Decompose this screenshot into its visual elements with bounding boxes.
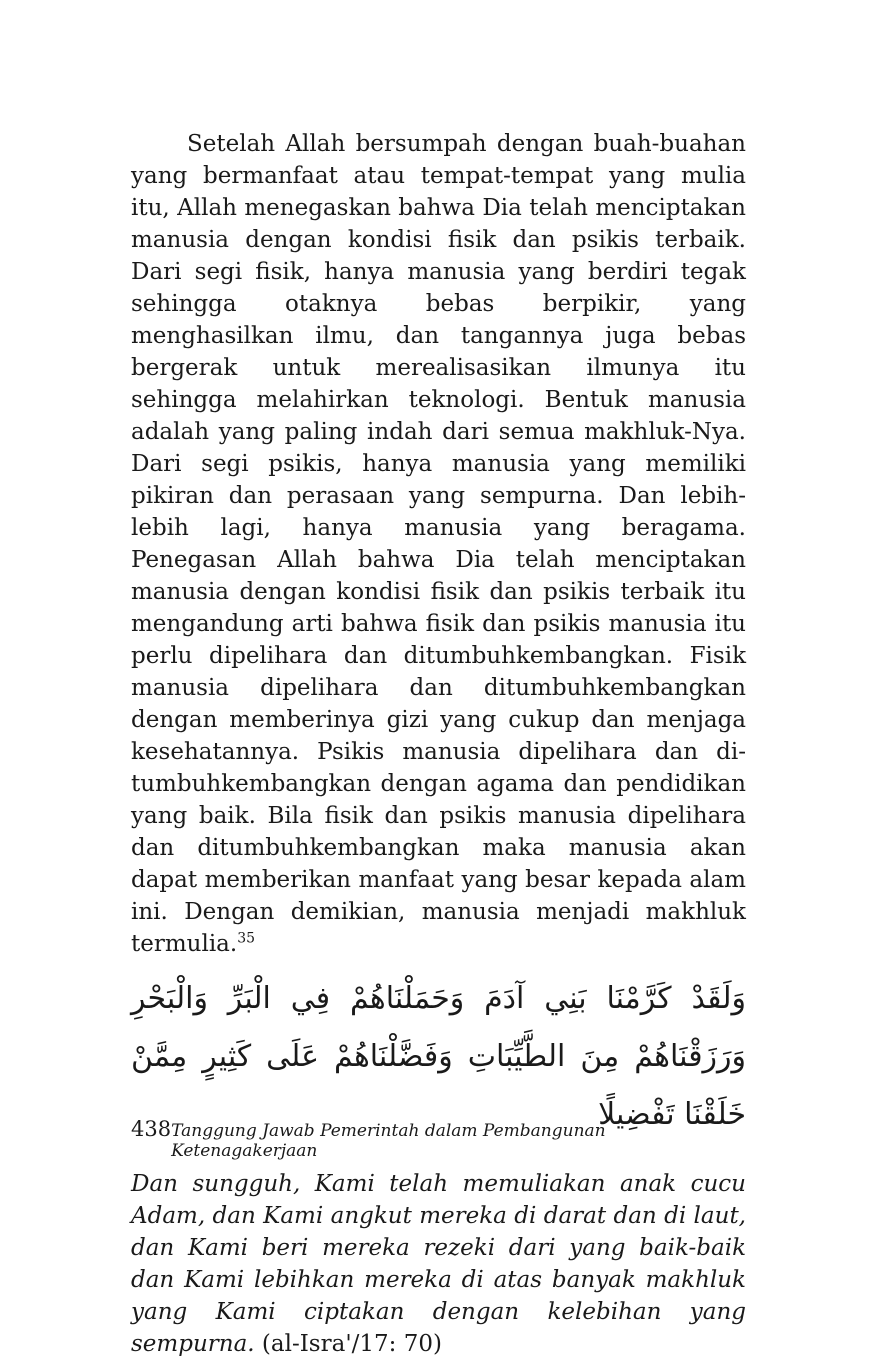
verse-reference: (al-Isra'/17: 70) — [261, 1331, 442, 1357]
footnote-reference[interactable]: 35 — [237, 930, 256, 947]
translation-text: Dan sungguh, Kami telah memuliakan anak cucu Adam, dan Kami angkut mereka di darat dan di laut, dan Kami beri mereka rezeki dari yang baik-baik dan Kami lebihkan mereka di atas banyak makhluk yang Kami ciptakan dengan kelebihan yang sempurna. — [131, 1171, 746, 1357]
paragraph-text: Setelah Allah bersumpah dengan buah-buahan yang bermanfaat atau tempat-tempat yang mulia itu, Allah menegaskan bahwa Dia telah menciptakan manusia dengan kondisi fisik dan psikis terbaik. Dari segi fisik, hanya manusia yang berdiri tegak sehingga otaknya bebas berpikir, yang menghasilkan ilmu, dan tangannya juga bebas bergerak untuk merealisasikan ilmunya itu sehingga melahirkan teknologi. Bentuk manusia adalah yang paling indah dari semua makhluk-Nya. Dari segi psikis, hanya manusia yang memiliki pikiran dan perasaan yang sempurna. Dan lebih-lebih lagi, hanya manusia yang beragama. Penegasan Allah bahwa Dia telah menciptakan manusia dengan kondisi fisik dan psikis terbaik itu mengandung arti bahwa fisik dan psikis manusia itu perlu dipelihara dan ditumbuhkembangkan. Fisik manusia dipelihara dan ditumbuhkembangkan dengan memberinya gizi yang cukup dan menjaga kesehatannya. Psikis manusia dipelihara dan ditumbuhkembangkan dengan agama dan pendidikan yang baik. Bila fisik dan psikis manusia dipelihara dan ditumbuhkembangkan maka manusia akan dapat memberikan manfaat yang besar kepada alam ini. Dengan demikian, manusia menjadi makhluk termulia. — [131, 131, 746, 957]
running-title: Tanggung Jawab Pemerintah dalam Pembangunan Ketenagakerjaan — [171, 1121, 606, 1161]
page-number: 438 — [131, 1117, 172, 1141]
verse-translation — [131, 1168, 746, 1360]
quran-verse-arabic: وَلَقَدْ كَرَّمْنَا بَنِي آدَمَ وَحَمَلْنَاهُمْ فِي الْبَرِّ وَالْبَحْرِ وَرَزَقْنَاهُمْ مِنَ الطَّيِّبَاتِ وَفَضَّلْنَاهُمْ عَلَى كَثِيرٍ مِمَّنْ خَلَقْنَا تَفْضِيلًا — [131, 981, 746, 1132]
page-content — [131, 128, 746, 1360]
body-paragraph — [131, 128, 746, 960]
page-footer — [131, 1117, 746, 1161]
